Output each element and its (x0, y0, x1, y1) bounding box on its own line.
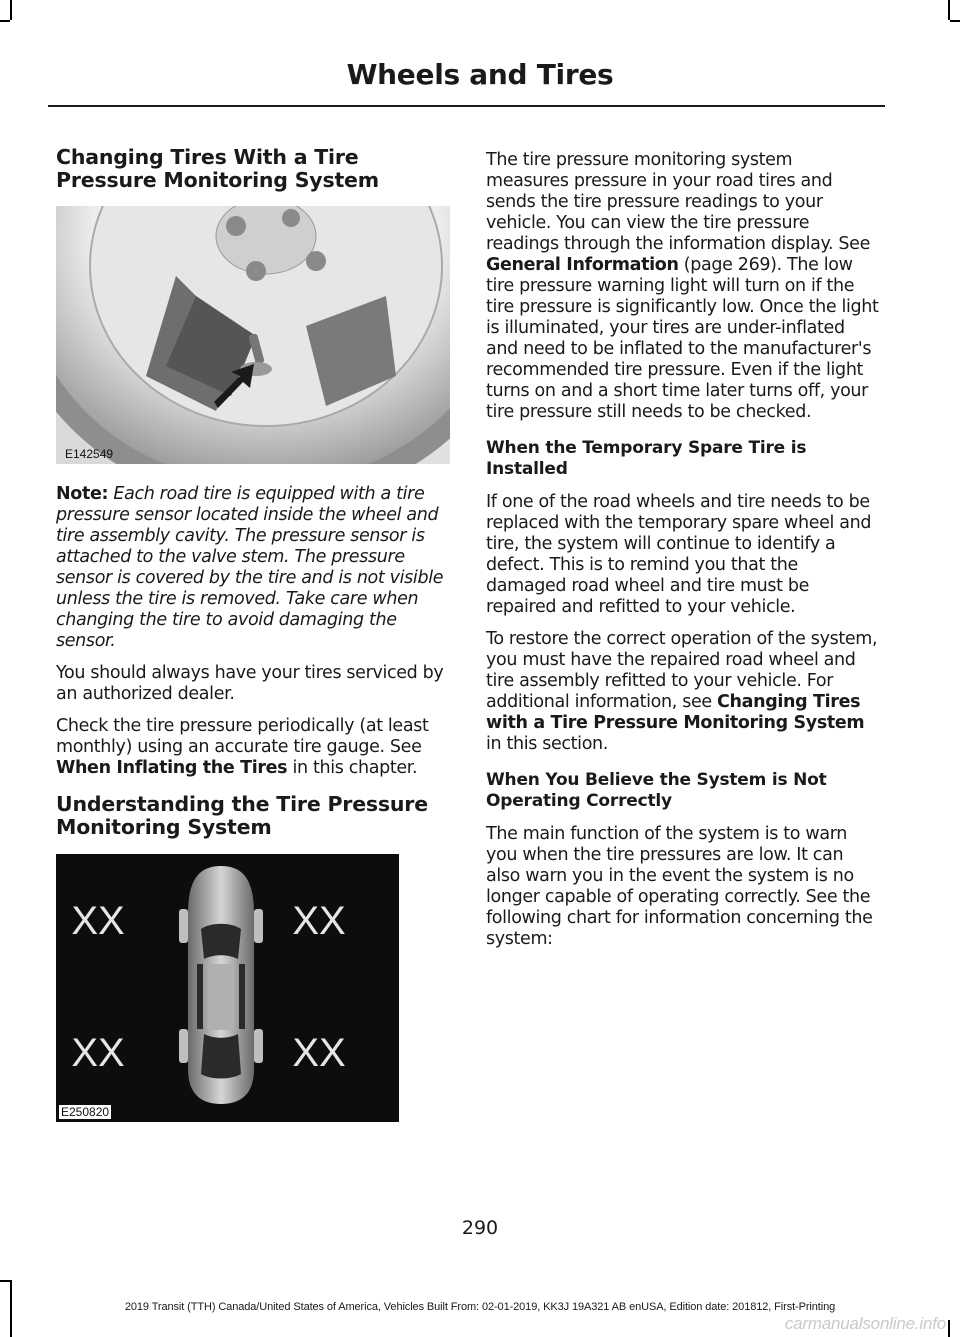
tire-pressure-rear-right: XX (292, 1031, 346, 1075)
cross-reference-link[interactable]: General Information (486, 255, 679, 275)
note-label: Note: (56, 484, 109, 504)
text-run: The tire pressure monitoring system measures pressure in your road tires and sends the tire pressure readings to your vehicle. You can view the tire pressure readings through the information display. See (486, 150, 870, 254)
paragraph (486, 629, 880, 755)
tpms-display-figure (56, 854, 399, 1122)
subsection-heading: When the Temporary Spare Tire is Installed (486, 438, 807, 479)
watermark: carmanualsonline.info (784, 1314, 946, 1333)
crop-mark (10, 0, 12, 20)
text-run: (page 269). The low tire pressure warning light will turn on if the tire pressure is significantly low. Once the light is illuminated, your tires are under-inflated and need to be inflated to the manufacturer's recommended tire pressure. Even if the light turns on and a short time later turns off, your tire pressure still needs to be checked. (486, 255, 879, 422)
page-number: 290 (461, 1217, 499, 1239)
paragraph: The main function of the system is to warn you when the tire pressures are low. It can also warn you in the event the system is no longer capable of operating correctly. See the following chart for information concerning the system: (486, 824, 873, 949)
tire-pressure-front-left: XX (71, 899, 125, 943)
cross-reference-link[interactable]: When Inflating the Tires (56, 758, 288, 778)
text-run: Check the tire pressure periodically (at least monthly) using an accurate tire gauge. See (56, 716, 429, 757)
section-heading: Changing Tires With a Tire Pressure Monitoring System (56, 145, 379, 192)
note-text: Each road tire is equipped with a tire pressure sensor located inside the wheel and tire assembly cavity. The pressure sensor is attached to the valve stem. The pressure sensor is covered by the tire and is not visible unless the tire is removed. Take care when changing the tire to avoid damaging the sensor. (56, 484, 444, 651)
text-run: in this section. (486, 734, 609, 754)
tpms-display-illustration (56, 854, 399, 1122)
section-heading: Understanding the Tire Pressure Monitoring System (56, 792, 428, 839)
crop-mark (0, 20, 10, 22)
crop-mark (950, 20, 960, 22)
text-run: in this chapter. (292, 758, 418, 778)
footer-edition-text: 2019 Transit (TTH) Canada/United States of America, Vehicles Built From: 02-01-2019, KK3J 19A321 AB enUSA, Edition date: 201812, First-Printing (124, 1301, 836, 1313)
paragraph: You should always have your tires serviced by an authorized dealer. (56, 663, 444, 704)
figure-code: E250820 (61, 1105, 110, 1119)
crop-mark (948, 0, 950, 20)
right-column (486, 150, 880, 950)
figure-code: E142549 (65, 447, 114, 461)
paragraph (486, 150, 880, 423)
wheel-valve-figure (56, 206, 450, 464)
wheel-valve-illustration (56, 206, 450, 464)
crop-mark (948, 1320, 950, 1337)
paragraph: If one of the road wheels and tire needs to be replaced with the temporary spare wheel and tire, the system will continue to identify a defect. This is to remind you that the damaged road wheel and tire must be repaired and refitted to your vehicle. (486, 492, 872, 617)
subsection-heading: When You Believe the System is Not Operating Correctly (486, 770, 827, 811)
left-column (56, 146, 450, 1122)
page-title: Wheels and Tires (346, 58, 614, 91)
paragraph (56, 716, 450, 779)
cross-reference-link[interactable]: Changing Tires with a Tire Pressure Monitoring System (486, 692, 865, 733)
tire-pressure-front-right: XX (292, 899, 346, 943)
header-rule (48, 105, 885, 107)
tire-pressure-rear-left: XX (71, 1031, 125, 1075)
text-run: To restore the correct operation of the system, you must have the repaired road wheel and tire assembly refitted to your vehicle. For additional information, see (486, 629, 878, 712)
note-paragraph (56, 484, 450, 652)
crop-mark (0, 1280, 10, 1282)
